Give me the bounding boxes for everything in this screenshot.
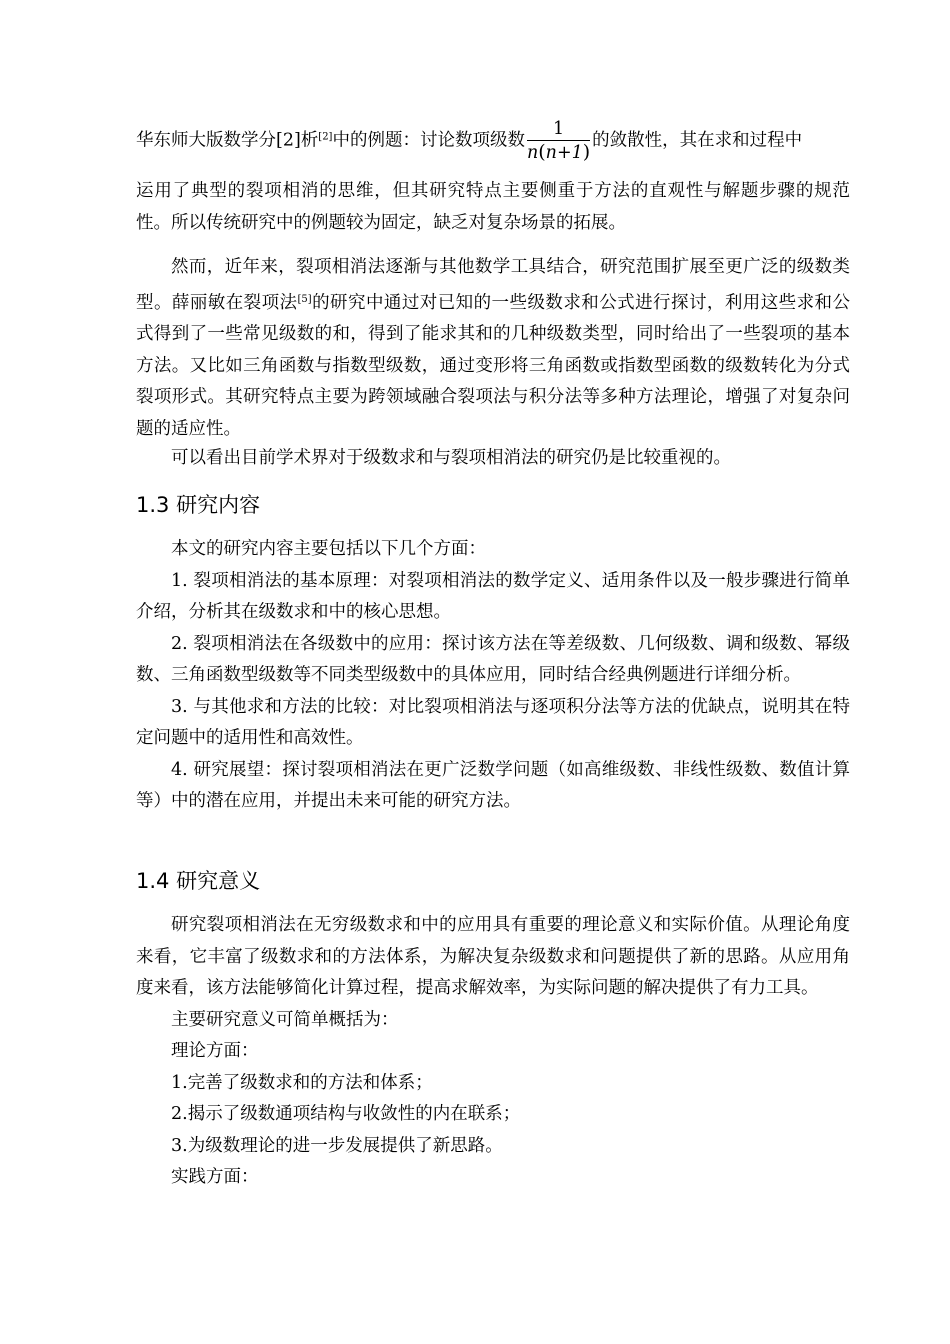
paragraph-2	[136, 252, 850, 445]
paragraph-top-line1	[136, 118, 850, 164]
section-1-4-body	[136, 910, 850, 1194]
list-item: 1. 裂项相消法的基本原理：对裂项相消法的数学定义、适用条件以及一般步骤进行简单介绍，分析其在级数求和中的核心思想。	[136, 570, 850, 622]
section-heading: 1.3 研究内容	[136, 493, 261, 517]
citation-5: [5]	[297, 293, 312, 305]
section-intro: 本文的研究内容主要包括以下几个方面：	[171, 539, 486, 559]
paragraph-top	[136, 118, 850, 164]
list-item: 2. 裂项相消法在各级数中的应用：探讨该方法在等差级数、几何级数、调和级数、幂级数、三角函数型级数等不同类型级数中的具体应用，同时结合经典例题进行详细分析。	[136, 633, 850, 685]
text-after-cite: 中的例题：讨论数项级数	[332, 130, 525, 151]
section-paragraph: 研究裂项相消法在无穷级数求和中的应用具有重要的理论意义和实际价值。从理论角度来看，它丰富了级数求和的方法体系，为解决复杂级数求和问题提供了新的思路。从应用角度来看，该方法能够简化计算过程，提高求解效率，为实际问题的解决提供了有力工具。	[136, 915, 850, 998]
formula-denominator: n(n+1)	[526, 141, 591, 163]
summary-line: 主要研究意义可简单概括为：	[171, 1009, 399, 1030]
paragraph-3	[136, 443, 850, 475]
citation-2: [2]	[318, 131, 333, 143]
section-1-3	[136, 490, 850, 520]
list-item: 2.揭示了级数通项结构与收敛性的内在联系；	[171, 1104, 521, 1124]
paragraph-top-rest: 运用了典型的裂项相消的思维，但其研究特点主要侧重于方法的直观性与解题步骤的规范性。所以传统研究中的例题较为固定，缺乏对复杂场景的拓展。	[136, 181, 850, 233]
fraction-formula	[527, 118, 590, 164]
text-after-formula-start: 的敛散性，其在求和过程中	[592, 130, 803, 151]
section-1-4	[136, 866, 850, 896]
section-heading: 1.4 研究意义	[136, 869, 261, 893]
section-1-3-body	[136, 534, 850, 818]
formula-numerator: 1	[527, 118, 590, 141]
paragraph-2-text: 然而，近年来，裂项相消法逐渐与其他数学工具结合，研究范围扩展至更广泛的级数类型。薛丽敏在裂项法[5]的研究中通过对已知的一些级数求和公式进行探讨，利用这些求和公式得到了一些常见级数的和，得到了能求其和的几种级数类型，同时给出了一些裂项的基本方法。又比如三角函数与指数型级数，通过变形将三角函数或指数型函数的级数转化为分式裂项形式。其研究特点主要为跨领域融合裂项法与积分法等多种方法理论，增强了对复杂问题的适应性。	[136, 257, 850, 439]
text-before-cite: 华东师大版数学分[2]析	[136, 130, 319, 151]
paragraph-3-text: 可以看出目前学术界对于级数求和与裂项相消法的研究仍是比较重视的。	[171, 448, 731, 468]
list-item: 4. 研究展望：探讨裂项相消法在更广泛数学问题（如高维级数、非线性级数、数值计算等）中的潜在应用，并提出未来可能的研究方法。	[136, 759, 850, 811]
paragraph-top-cont	[136, 176, 850, 239]
list-item: 3. 与其他求和方法的比较：对比裂项相消法与逐项积分法等方法的优缺点，说明其在特定问题中的适用性和高效性。	[136, 696, 850, 748]
list-item: 1.完善了级数求和的方法和体系；	[171, 1072, 433, 1093]
theory-label: 理论方面：	[171, 1041, 259, 1061]
practice-label: 实践方面：	[171, 1167, 259, 1187]
list-item: 3.为级数理论的进一步发展提供了新思路。	[171, 1135, 503, 1156]
